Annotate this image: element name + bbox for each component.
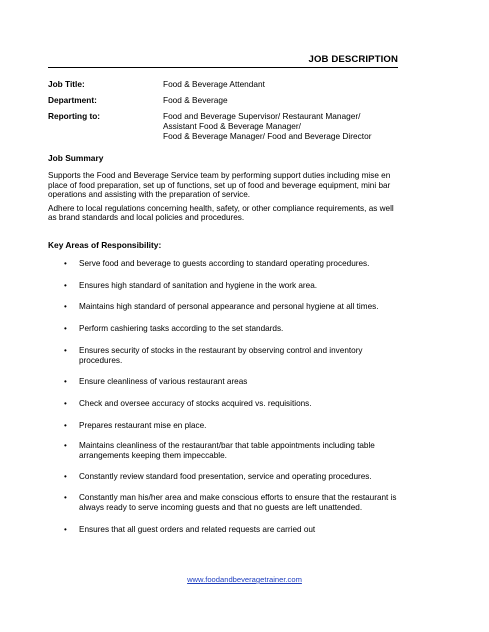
responsibility-text: Check and oversee accuracy of stocks acquired vs. requisitions. (79, 398, 312, 408)
job-title-label: Job Title: (48, 79, 85, 89)
responsibility-item (64, 421, 404, 431)
responsibility-text: Maintains high standard of personal appearance and personal hygiene at all times. (79, 302, 379, 312)
job-title-value-line: Food & Beverage Attendant (163, 79, 265, 89)
job-info-table (48, 79, 408, 147)
department-label: Department: (48, 95, 97, 105)
responsibilities-heading: Key Areas of Responsibility: (48, 240, 162, 250)
responsibility-text: Ensure cleanliness of various restaurant areas (79, 377, 248, 387)
document-header (48, 54, 398, 66)
responsibility-item (64, 302, 404, 312)
responsibilities-list (64, 259, 404, 535)
responsibility-item (64, 259, 404, 269)
bullet-icon: • (64, 398, 67, 408)
website-link[interactable]: www.foodandbeveragetrainer.com (187, 575, 302, 584)
responsibility-item (64, 441, 404, 460)
bullet-icon: • (64, 377, 67, 387)
job-summary-heading: Job Summary (48, 153, 104, 163)
summary-paragraph: Supports the Food and Beverage Service team by performing support duties including mise en place of food preparation, set up of functions, set up of food and beverage equipment, mini bar operations and assisting with the preparation of service. (48, 171, 391, 200)
responsibility-item (64, 377, 404, 387)
responsibility-item (64, 346, 404, 365)
bullet-icon: • (64, 280, 67, 290)
bullet-icon: • (64, 345, 67, 355)
reporting-to-value (163, 111, 408, 141)
job-title-value (163, 79, 408, 89)
department-value-line: Food & Beverage (163, 95, 228, 105)
department-row (48, 95, 408, 105)
reporting-to-line: Food and Beverage Supervisor/ Restaurant Manager/ (163, 111, 361, 121)
responsibility-text: Prepares restaurant mise en place. (79, 420, 207, 430)
responsibility-text: Serve food and beverage to guests according to standard operating procedures. (79, 259, 370, 268)
bullet-icon: • (64, 324, 67, 334)
responsibility-text: Ensures security of stocks in the restaurant by observing control and inventory procedures. (79, 345, 363, 365)
bullet-icon: • (64, 302, 67, 312)
bullet-icon: • (64, 524, 67, 534)
responsibility-text: Ensures high standard of sanitation and hygiene in the work area. (79, 280, 318, 290)
responsibility-item (64, 281, 404, 291)
responsibility-item (64, 493, 404, 512)
bullet-icon: • (64, 441, 67, 451)
responsibility-item (64, 324, 404, 334)
bullet-icon: • (64, 471, 67, 481)
document-title: JOB DESCRIPTION (308, 54, 398, 65)
reporting-to-line: Assistant Food & Beverage Manager/ (163, 121, 301, 131)
reporting-to-line: Food & Beverage Manager/ Food and Beverage Director (163, 131, 372, 141)
bullet-icon: • (64, 259, 67, 268)
department-value (163, 95, 408, 105)
job-title-row (48, 79, 408, 89)
reporting-to-row (48, 111, 408, 141)
summary-paragraph: Adhere to local regulations concerning health, safety, or other compliance requirements, as well as brand standards and local policies and procedures. (48, 203, 394, 223)
responsibility-text: Perform cashiering tasks according to the set standards. (79, 324, 284, 334)
responsibility-text: Constantly man his/her area and make conscious efforts to ensure that the restaurant is always ready to serve incoming guests and that no guests are left unattended. (79, 493, 397, 513)
responsibility-item (64, 399, 404, 409)
bullet-icon: • (64, 493, 67, 503)
responsibility-text: Constantly review standard food presentation, service and operating procedures. (79, 471, 372, 481)
responsibility-item (64, 472, 404, 482)
job-summary (48, 171, 400, 227)
reporting-to-label: Reporting to: (48, 111, 101, 121)
header-divider (48, 67, 398, 68)
responsibility-item (64, 525, 404, 535)
bullet-icon: • (64, 420, 67, 430)
responsibility-text: Ensures that all guest orders and related requests are carried out (79, 524, 316, 534)
responsibility-text: Maintains cleanliness of the restaurant/bar that table appointments including table arrangements keeping them impeccable. (79, 441, 375, 461)
